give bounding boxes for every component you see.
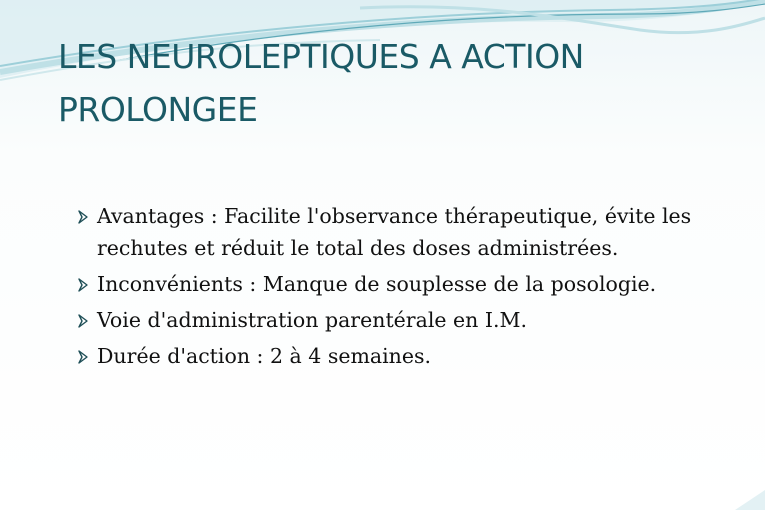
corner-decoration: [735, 490, 765, 510]
arrow-right-icon: [78, 278, 88, 292]
arrow-right-icon: [78, 210, 88, 224]
slide-title: LES NEUROLEPTIQUES A ACTION PROLONGEE: [58, 37, 584, 129]
bullet-text: Inconvénients : Manque de souplesse de la posologie.: [97, 272, 657, 296]
bullet-text: Avantages : Facilite l'observance thérapeutique, évite les rechutes et réduit le total des doses administrées.: [97, 204, 692, 260]
bullet-text: Durée d'action : 2 à 4 semaines.: [97, 344, 432, 368]
bullet-list: [78, 200, 728, 376]
arrow-right-icon: [78, 314, 88, 328]
bullet-item: [78, 340, 728, 372]
bullet-item: [78, 200, 728, 264]
bullet-item: [78, 304, 728, 336]
arrow-right-icon: [78, 350, 88, 364]
bullet-item: [78, 268, 728, 300]
bullet-text: Voie d'administration parentérale en I.M.: [97, 308, 528, 332]
